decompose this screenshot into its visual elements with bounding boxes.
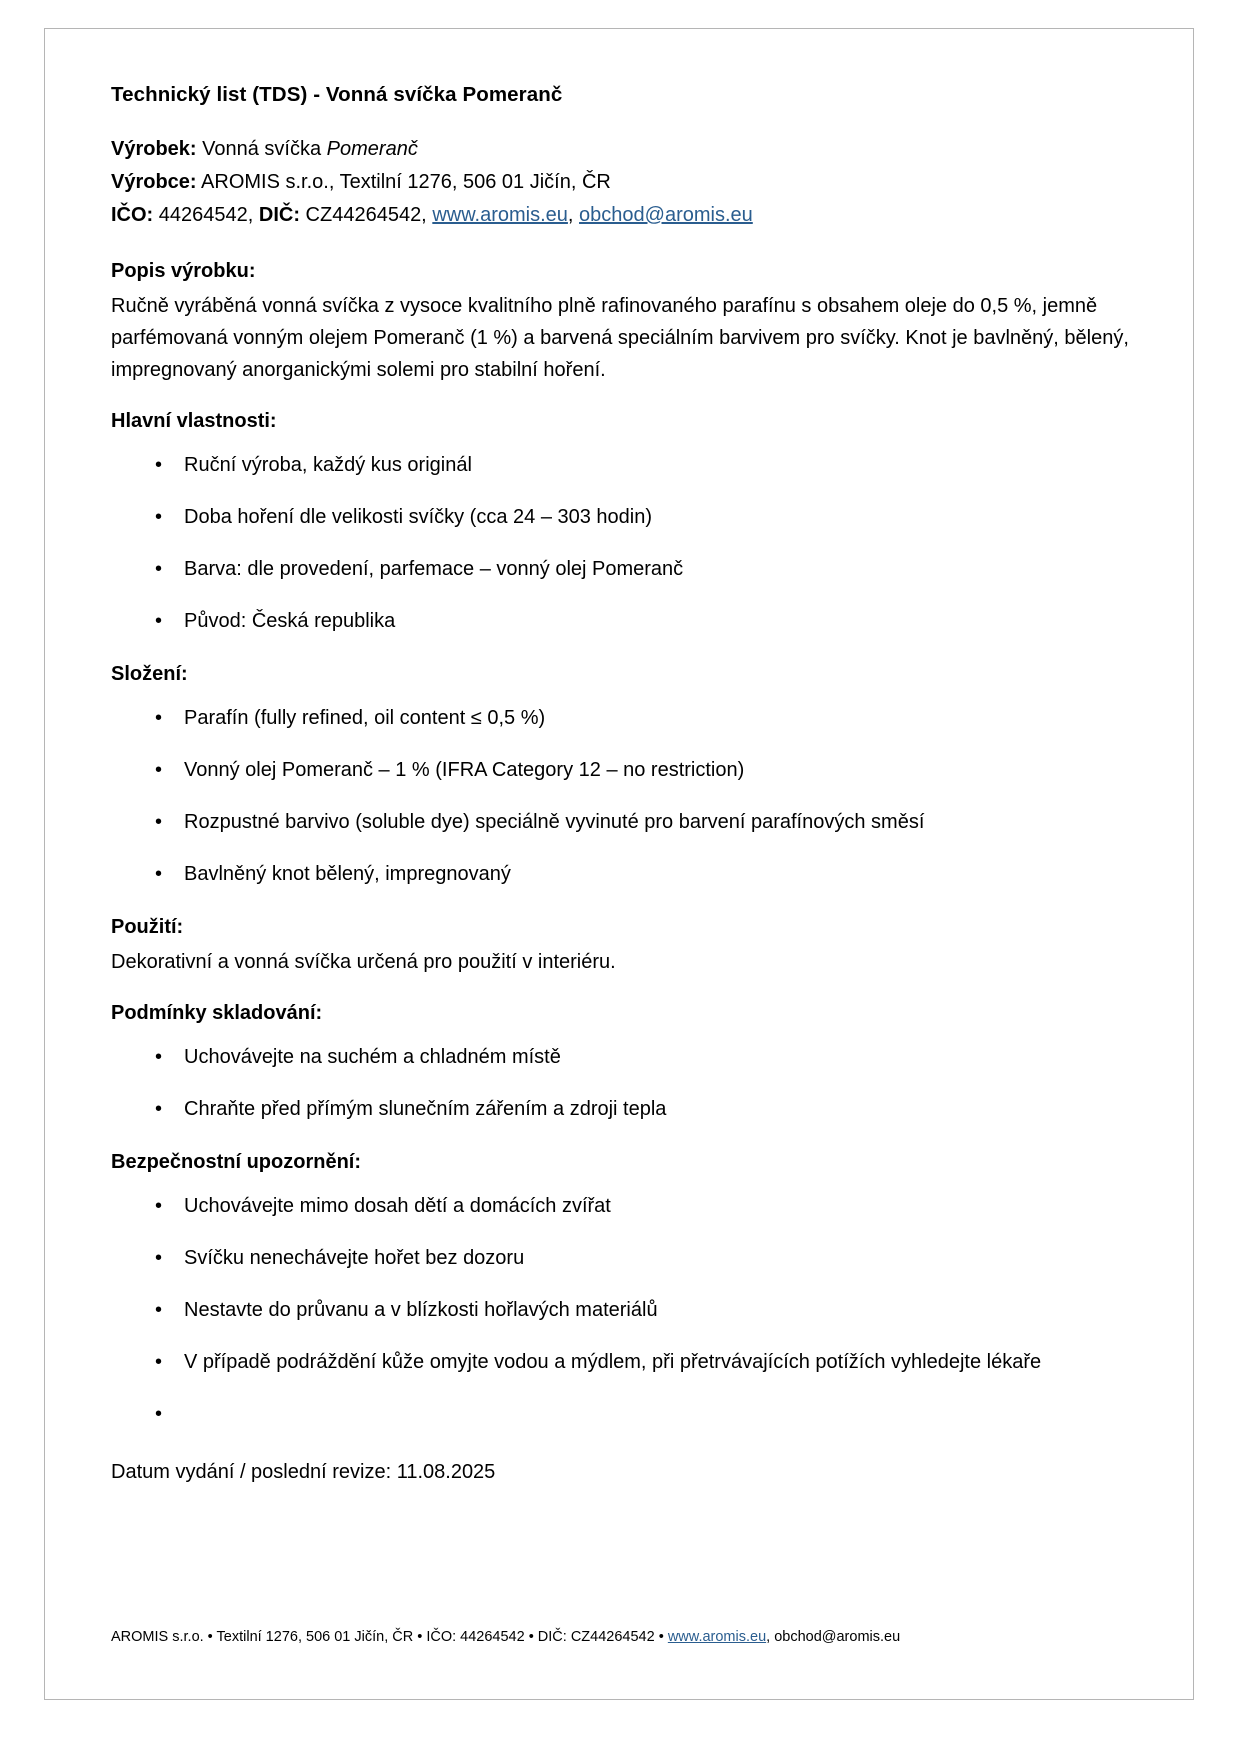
usage-text: Dekorativní a vonná svíčka určená pro použití v interiéru. [111, 951, 616, 973]
safety-heading: Bezpečnostní upozornění: [111, 1151, 361, 1173]
section-safety [111, 1147, 1133, 1430]
safety-list [111, 1191, 1133, 1430]
product-identification [111, 133, 1133, 232]
bullet-icon: • [155, 863, 163, 885]
ico-value: 44264542, [153, 204, 259, 226]
document-page [44, 28, 1194, 1700]
storage-heading: Podmínky skladování: [111, 1002, 323, 1024]
features-list [111, 450, 1133, 637]
bullet-icon: • [155, 1403, 163, 1425]
list-item [111, 606, 1133, 637]
product-value: Vonná svíčka [196, 138, 327, 160]
storage-list [111, 1042, 1133, 1125]
list-item-text: Vonný olej Pomeranč – 1 % (IFRA Category 12 – no restriction) [184, 759, 745, 781]
list-item-text: Uchovávejte na suchém a chladném místě [184, 1046, 561, 1068]
footer-website-link[interactable]: www.aromis.eu [667, 1629, 767, 1645]
list-item [111, 755, 1133, 786]
list-item [111, 1399, 1133, 1430]
description-text: Ručně vyráběná vonná svíčka z vysoce kvalitního plně rafinovaného parafínu s obsahem oleje do 0,5 %, jemně parfémovaná vonným olejem Pomeranč (1 %) a barvená speciálním barvivem pro svíčky. Knot je bavlněný, bělený, impregnovaný anorganickými solemi pro stabilní hoření. [111, 295, 1129, 381]
bullet-icon: • [155, 1351, 163, 1373]
usage-heading: Použití: [111, 916, 184, 938]
bullet-icon: • [155, 1299, 163, 1321]
dic-value: CZ44264542, [299, 204, 433, 226]
section-usage [111, 912, 1133, 978]
list-item [111, 450, 1133, 481]
page-title: Technický list (TDS) - Vonná svíčka Pomeranč [111, 83, 563, 106]
list-item [111, 502, 1133, 533]
footer-text-after: , obchod@aromis.eu [766, 1629, 901, 1645]
description-heading: Popis výrobku: [111, 260, 256, 282]
list-item-text: Rozpustné barvivo (soluble dye) speciálně vyvinuté pro barvení parafínových směsí [184, 811, 925, 833]
composition-heading: Složení: [111, 663, 188, 685]
list-item [111, 1243, 1133, 1274]
issue-date: Datum vydání / poslední revize: 11.08.2025 [111, 1461, 496, 1483]
footer-text-before: AROMIS s.r.o. • Textilní 1276, 506 01 Jičín, ČR • IČO: 44264542 • DIČ: CZ44264542 • [111, 1629, 668, 1645]
bullet-icon: • [155, 506, 163, 528]
list-item-text: Uchovávejte mimo dosah dětí a domácích zvířat [184, 1195, 611, 1217]
section-storage [111, 998, 1133, 1125]
list-item [111, 1191, 1133, 1222]
list-item [111, 1347, 1133, 1378]
product-label: Výrobek: [111, 138, 197, 160]
website-link[interactable]: www.aromis.eu [432, 204, 568, 226]
list-item-text: Původ: Česká republika [184, 610, 396, 632]
list-item-text: Barva: dle provedení, parfemace – vonný olej Pomeranč [184, 558, 684, 580]
list-item-text: Nestavte do průvanu a v blízkosti hořlavých materiálů [184, 1299, 658, 1321]
list-item [111, 1042, 1133, 1073]
bullet-icon: • [155, 759, 163, 781]
composition-list [111, 703, 1133, 890]
product-value-name: Pomeranč [326, 138, 418, 160]
bullet-icon: • [155, 1195, 163, 1217]
features-heading: Hlavní vlastnosti: [111, 410, 277, 432]
section-description [111, 256, 1133, 386]
list-item [111, 703, 1133, 734]
list-item [111, 859, 1133, 890]
manufacturer-label: Výrobce: [111, 171, 197, 193]
section-features [111, 406, 1133, 637]
list-item-text: Bavlněný knot bělený, impregnovaný [184, 863, 511, 885]
list-item-text: V případě podráždění kůže omyjte vodou a mýdlem, při přetrvávajících potížích vyhledejte lékaře [184, 1351, 1042, 1373]
bullet-icon: • [155, 610, 163, 632]
page-footer [111, 1627, 1133, 1647]
list-item-text: Ruční výroba, každý kus originál [184, 454, 472, 476]
list-item [111, 1295, 1133, 1326]
list-item-text: Parafín (fully refined, oil content ≤ 0,5 %) [184, 707, 546, 729]
link-separator: , [567, 204, 580, 226]
email-link[interactable]: obchod@aromis.eu [579, 204, 753, 226]
list-item-text: Svíčku nenechávejte hořet bez dozoru [184, 1247, 525, 1269]
list-item [111, 1094, 1133, 1125]
bullet-icon: • [155, 558, 163, 580]
manufacturer-value: AROMIS s.r.o., Textilní 1276, 506 01 Jičín, ČR [196, 171, 611, 193]
bullet-icon: • [155, 1098, 163, 1120]
list-item-text: Chraňte před přímým slunečním zářením a zdroji tepla [184, 1098, 667, 1120]
ico-label: IČO: [111, 204, 154, 226]
document-body [111, 83, 1133, 1488]
bullet-icon: • [155, 707, 163, 729]
bullet-icon: • [155, 1247, 163, 1269]
list-item [111, 554, 1133, 585]
bullet-icon: • [155, 1046, 163, 1068]
section-composition [111, 659, 1133, 890]
list-item [111, 807, 1133, 838]
dic-label: DIČ: [258, 204, 300, 226]
list-item-text: Doba hoření dle velikosti svíčky (cca 24 – 303 hodin) [184, 506, 653, 528]
bullet-icon: • [155, 454, 163, 476]
bullet-icon: • [155, 811, 163, 833]
